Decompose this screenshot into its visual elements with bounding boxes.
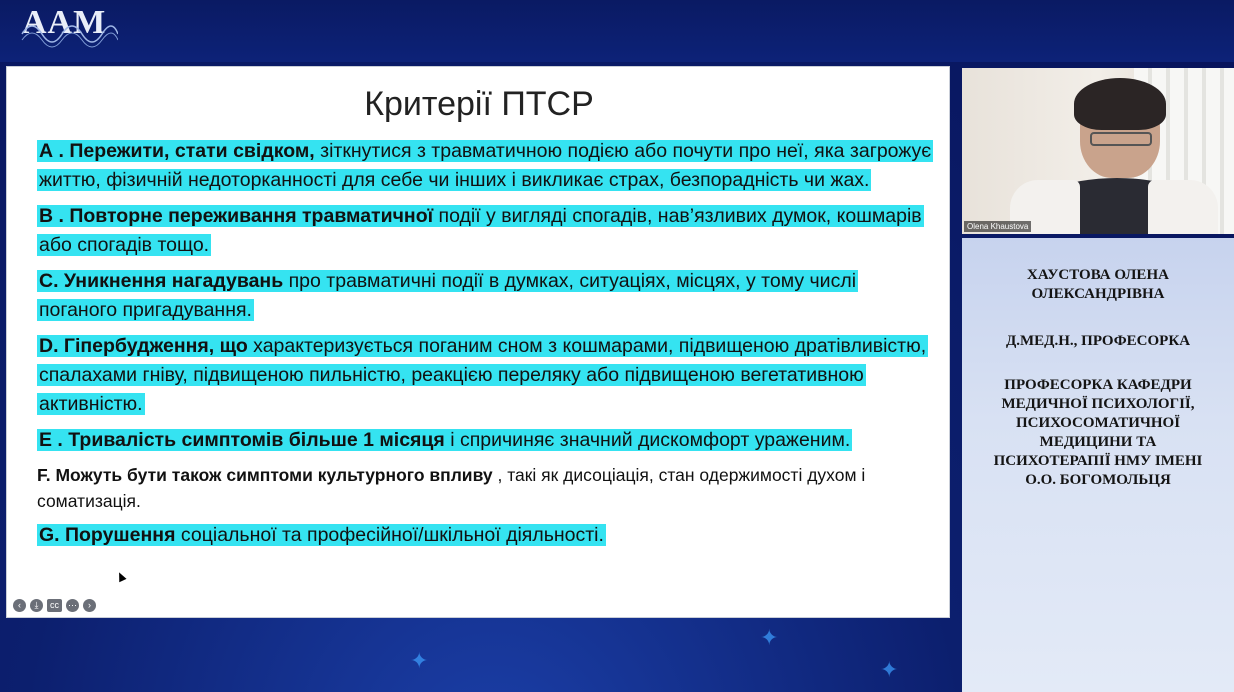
more-options-icon[interactable]: ⋯ xyxy=(68,600,77,610)
criterion-f xyxy=(37,462,937,514)
speaker-info-panel xyxy=(962,238,1234,692)
criterion-a xyxy=(37,137,937,195)
criterion-b-heading: В . Повторне переживання травматичної xyxy=(39,205,434,227)
criterion-a-heading: А . Пережити, стати свідком, xyxy=(39,140,315,162)
speaker-position-line: ПСИХОСОМАТИЧНОЇ xyxy=(1015,415,1181,431)
criterion-c-heading: С. Уникнення нагадувань xyxy=(39,270,284,292)
speaker-glasses xyxy=(1090,132,1152,146)
criterion-b xyxy=(37,202,937,260)
sparkle-icon: ✦ xyxy=(880,657,899,682)
criterion-f-heading: F. Можуть бути також симптоми культурного впливу xyxy=(37,465,493,485)
speaker-degree: Д.МЕД.Н., ПРОФЕСОРКА xyxy=(1005,333,1191,349)
next-slide-icon[interactable]: › xyxy=(83,599,96,612)
aam-logo xyxy=(18,4,118,56)
speaker-position-line: ПРОФЕСОРКА КАФЕДРИ xyxy=(1004,377,1192,393)
criterion-f-text: , такі як дисоціація, стан одержимості духом і соматизація. xyxy=(37,465,866,511)
participant-name-label: Olena Khaustova xyxy=(964,221,1031,232)
captions-icon[interactable]: cc xyxy=(47,599,62,612)
sparkle-icon: ✦ xyxy=(760,625,779,650)
criterion-b-text: події у вигляді спогадів, нав’язливих думок, кошмарів або спогадів тощо. xyxy=(39,205,922,256)
criterion-g-heading: G. Порушення xyxy=(39,524,176,546)
speaker-position-line: О.О. БОГОМОЛЬЦЯ xyxy=(1025,472,1171,488)
criterion-a-text: зіткнутися з травматичною подією або почути про неї, яка загрожує життю, фізичній недоторканності для себе чи інших і викликає страх, безпорадність чи жах. xyxy=(39,140,932,191)
criteria-list xyxy=(37,137,937,557)
speaker-cardigan-right xyxy=(1148,180,1218,234)
logo-wave-icon xyxy=(18,4,118,56)
speaker-position-line: ПСИХОТЕРАПІЇ НМУ ІМЕНІ xyxy=(993,453,1203,469)
criterion-e xyxy=(37,426,937,455)
speaker-name-line-1: ХАУСТОВА ОЛЕНА xyxy=(1027,267,1169,283)
prev-slide-icon[interactable]: ‹ xyxy=(13,599,26,612)
presentation-slide xyxy=(6,66,950,618)
sparkle-icon: ✦ xyxy=(410,648,429,673)
download-icon[interactable]: ⤓ xyxy=(30,599,43,612)
speaker-position-line: МЕДИЦИНИ ТА xyxy=(1039,434,1157,450)
speaker-hair xyxy=(1074,78,1166,130)
slide-controls xyxy=(13,599,96,612)
criterion-e-text: і спричиняє значний дискомфорт ураженим. xyxy=(444,429,851,451)
mouse-cursor-icon xyxy=(115,571,126,583)
speaker-position xyxy=(962,376,1234,490)
logo-text: AAM xyxy=(22,4,107,41)
speaker-name-line-2: ОЛЕКСАНДРІВНА xyxy=(1031,286,1165,302)
slide-title: Критерії ПТСР xyxy=(364,85,594,123)
criterion-d xyxy=(37,332,937,419)
criterion-c xyxy=(37,267,937,325)
criterion-g xyxy=(37,521,937,550)
criterion-d-heading: D. Гіпербудження, що xyxy=(39,335,248,357)
speaker-video xyxy=(962,68,1234,234)
speaker-name xyxy=(962,266,1234,304)
criterion-d-text: характеризується поганим сном з кошмарами, підвищеною дратівливістю, спалахами гніву, підвищеною пильністю, реакцією переляку або підвищеною вегетативною активністю. xyxy=(39,335,927,415)
criterion-e-heading: E . Тривалість симптомів більше 1 місяця xyxy=(39,429,445,451)
speaker-position-line: МЕДИЧНОЇ ПСИХОЛОГІЇ, xyxy=(1001,396,1195,412)
top-banner xyxy=(0,0,1234,62)
criterion-c-text: про травматичні події в думках, ситуаціях, місцях, у тому числі поганого пригадування. xyxy=(39,270,857,321)
criterion-g-text: соціальної та професійної/шкільної діяльності. xyxy=(175,524,604,546)
